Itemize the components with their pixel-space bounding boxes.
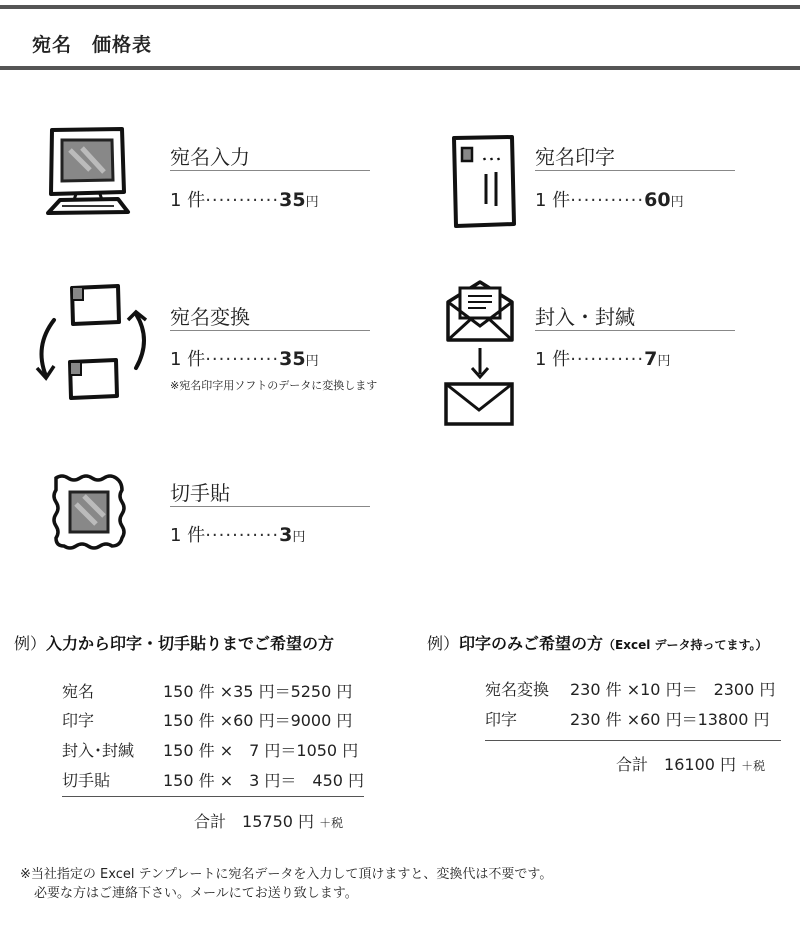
example1-row-label: 切手貼 <box>62 771 111 790</box>
example1-row-label: 封入･封緘 <box>62 741 135 760</box>
price-value: 60 <box>644 189 671 211</box>
convert-note: ※宛名印字用ソフトのデータに変換します <box>170 379 378 392</box>
example2-row-calc: 230 件 ×10 円＝ 2300 円 <box>570 680 776 699</box>
yen-unit: 円 <box>292 530 306 545</box>
service-price-print <box>535 186 684 212</box>
example2-heading <box>427 631 768 654</box>
service-price-enclose <box>535 345 670 371</box>
price-value: 3 <box>279 524 293 546</box>
price-value: 35 <box>279 189 306 211</box>
page-title: 宛名 価格表 <box>32 34 153 56</box>
service-rule <box>535 170 735 171</box>
envelope-address-icon <box>448 132 528 232</box>
unit-label: 1 件 <box>170 190 206 211</box>
yen-unit: 円 <box>305 195 319 210</box>
top-border <box>0 5 800 9</box>
service-price-input <box>170 186 319 212</box>
header-divider <box>0 66 800 70</box>
example2-row-label: 宛名変換 <box>485 680 550 699</box>
footer-note-line2: 必要な方はご連絡下さい。メールにてお送り致します。 <box>34 886 358 901</box>
service-title-print: 宛名印字 <box>535 145 615 169</box>
unit-label: 1 件 <box>535 349 571 370</box>
example-subheading: （Excel データ持ってます。） <box>603 638 768 652</box>
total-label: 合計 <box>194 812 227 831</box>
example-prefix: 例） <box>427 634 460 653</box>
example1-heading <box>14 631 334 654</box>
example2-row-label: 印字 <box>485 710 518 729</box>
total-label: 合計 <box>616 755 649 774</box>
price-value: 7 <box>644 348 658 370</box>
unit-label: 1 件 <box>170 349 206 370</box>
example-prefix: 例） <box>14 634 47 653</box>
service-title-input: 宛名入力 <box>170 145 250 169</box>
service-title-stamp: 切手貼 <box>170 481 230 505</box>
open-letter-icon <box>440 278 520 428</box>
computer-icon <box>42 120 142 220</box>
service-rule <box>170 330 370 331</box>
postage-stamp-icon <box>50 472 130 552</box>
example2-divider <box>485 740 781 741</box>
tax-label: ＋税 <box>319 816 344 830</box>
footer-note-line1: ※当社指定の Excel テンプレートに宛名データを入力して頂けますと、変換代は不要です。 <box>20 867 553 882</box>
example-heading-text: 印字のみご希望の方 <box>459 634 604 653</box>
unit-label: 1 件 <box>535 190 571 211</box>
service-price-convert <box>170 345 319 371</box>
service-title-enclose: 封入・封緘 <box>535 305 635 329</box>
yen-unit: 円 <box>657 354 671 369</box>
example1-row-calc: 150 件 ×35 円＝5250 円 <box>163 682 353 701</box>
yen-unit: 円 <box>670 195 684 210</box>
total-value: 15750 円 <box>242 812 315 831</box>
service-rule <box>170 170 370 171</box>
example2-total <box>616 752 765 775</box>
example1-row-label: 印字 <box>62 711 95 730</box>
service-price-stamp <box>170 521 305 547</box>
example1-row-calc: 150 件 ×60 円＝9000 円 <box>163 711 353 730</box>
example1-row-calc: 150 件 × 7 円＝1050 円 <box>163 741 359 760</box>
total-value: 16100 円 <box>664 755 737 774</box>
unit-label: 1 件 <box>170 525 206 546</box>
dots: ··········· <box>570 349 645 370</box>
price-value: 35 <box>279 348 306 370</box>
service-title-convert: 宛名変換 <box>170 305 250 329</box>
example-heading-text: 入力から印字・切手貼りまでご希望の方 <box>46 634 335 653</box>
dots: ··········· <box>205 349 280 370</box>
dots: ··········· <box>205 525 280 546</box>
example1-row-label: 宛名 <box>62 682 95 701</box>
dots: ··········· <box>205 190 280 211</box>
dots: ··········· <box>570 190 645 211</box>
service-rule <box>170 506 370 507</box>
tax-label: ＋税 <box>741 759 766 773</box>
example1-divider <box>62 796 364 797</box>
example2-row-calc: 230 件 ×60 円＝13800 円 <box>570 710 770 729</box>
example1-row-calc: 150 件 × 3 円＝ 450 円 <box>163 771 365 790</box>
convert-cycle-icon <box>32 280 157 405</box>
yen-unit: 円 <box>305 354 319 369</box>
service-rule <box>535 330 735 331</box>
example1-total <box>194 809 343 832</box>
